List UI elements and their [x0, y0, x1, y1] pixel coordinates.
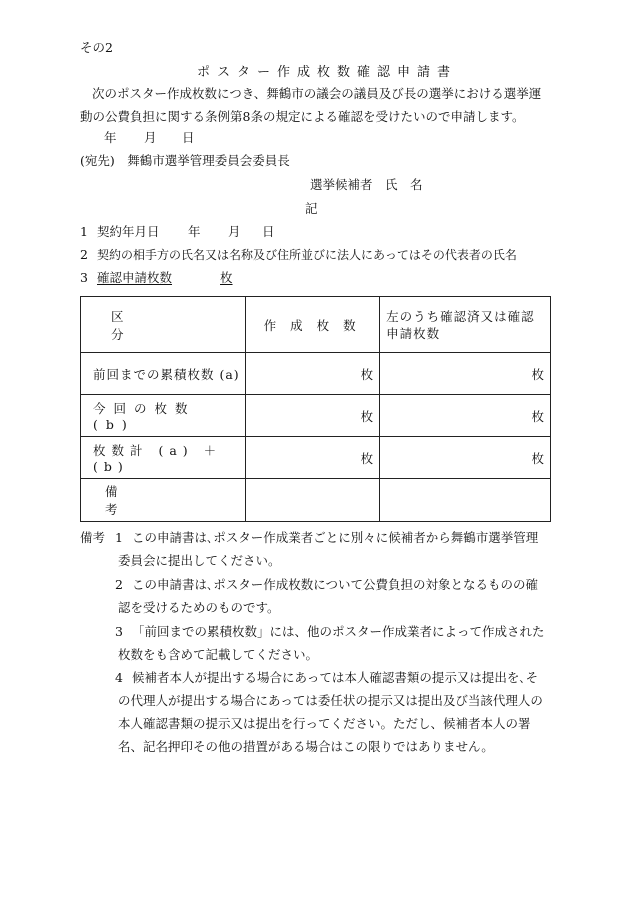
- row-b-confirmed[interactable]: 枚: [380, 395, 551, 437]
- item-1-year: 年: [188, 224, 201, 239]
- header-confirmed-text: 左のうち確認済又は確認申請枚数: [386, 308, 535, 341]
- item-1-month: 月: [228, 224, 241, 239]
- item-1-num: 1: [80, 224, 88, 239]
- poster-count-table: [80, 296, 551, 522]
- note-1-text: この申請書は､ポスター作成業者ごとに別々に候補者から舞鶴市選挙管理委員会に提出してください。: [118, 530, 539, 568]
- note-4-num: 4: [115, 670, 123, 685]
- row-a-confirmed[interactable]: 枚: [380, 353, 551, 395]
- ki-marker: 記: [305, 201, 318, 216]
- date-year: 年: [104, 130, 117, 145]
- item-2-label: 契約の相手方の氏名又は名称及び住所並びに法人にあってはその代表者の氏名: [97, 248, 517, 262]
- note-2-num: 2: [115, 577, 123, 592]
- header-category: [81, 297, 246, 353]
- row-remarks-label: 備考: [105, 484, 198, 517]
- note-3-num: 3: [115, 624, 123, 639]
- table-row: [81, 395, 551, 437]
- row-label: [81, 437, 246, 479]
- note-2-text: この申請書は､ポスター作成枚数について公費負担の対象となるものの確認を受けるためのものです。: [118, 577, 539, 615]
- table-header-row: [81, 297, 551, 353]
- header-confirmed: [380, 297, 551, 353]
- header-created: [245, 297, 380, 353]
- note-1-num: 1: [115, 530, 123, 545]
- row-a-created[interactable]: 枚: [245, 353, 380, 395]
- item-3-num: 3: [80, 270, 88, 285]
- row-total-label: 枚数計 (a) ＋ (b): [93, 443, 223, 474]
- date-day: 日: [182, 130, 195, 145]
- header-created-text: 作成枚数: [263, 317, 370, 333]
- applicant-name-label: 選挙候補者 氏 名: [310, 177, 423, 192]
- item-2-num: 2: [80, 247, 88, 262]
- item-1-label: 契約年月日: [97, 224, 160, 239]
- notes-label: 備考: [80, 530, 106, 545]
- form-number: その2: [80, 40, 113, 55]
- row-remarks-confirmed[interactable]: [380, 479, 551, 522]
- intro-paragraph: 次のポスター作成枚数につき、舞鶴市の議会の議員及び長の選挙における選挙運動の公費負担に関する条例第8条の規定による確認を受けたいので申請します。: [80, 86, 542, 124]
- item-3-label: [97, 272, 237, 285]
- table-row: [81, 479, 551, 522]
- header-category-text: 区分: [111, 308, 190, 342]
- row-a-label: 前回までの累積枚数 (a): [93, 366, 240, 382]
- row-total-created[interactable]: 枚: [245, 437, 380, 479]
- item-1-day: 日: [262, 224, 275, 239]
- row-total-confirmed[interactable]: 枚: [380, 437, 551, 479]
- note-3-text: 「前回までの累積枚数」には、他のポスター作成業者によって作成された枚数をも含めて記載してください。: [118, 624, 545, 662]
- row-label: [81, 479, 246, 522]
- form-title: ポスター作成枚数確認申請書: [197, 65, 458, 80]
- note-4-text: 候補者本人が提出する場合にあっては本人確認書類の提示又は提出を､その代理人が提出する場合にあっては委任状の提示又は提出及び当該代理人の本人確認書類の提示又は提出を行ってください。ただし、候補者本人の署名、記名押印その他の措置がある場合はこの限りではありません。: [118, 670, 543, 754]
- item-3-text: 確認申請枚数: [97, 270, 173, 285]
- table-row: [81, 353, 551, 395]
- table-row: [81, 437, 551, 479]
- row-label: [81, 353, 246, 395]
- item-3-unit: 枚: [220, 270, 233, 285]
- row-b-label: 今回の枚数 (b): [93, 401, 196, 432]
- date-month: 月: [144, 130, 157, 145]
- row-label: [81, 395, 246, 437]
- row-remarks-created[interactable]: [245, 479, 380, 522]
- row-b-created[interactable]: 枚: [245, 395, 380, 437]
- addressee: (宛先) 舞鶴市選挙管理委員会委員長: [80, 153, 290, 168]
